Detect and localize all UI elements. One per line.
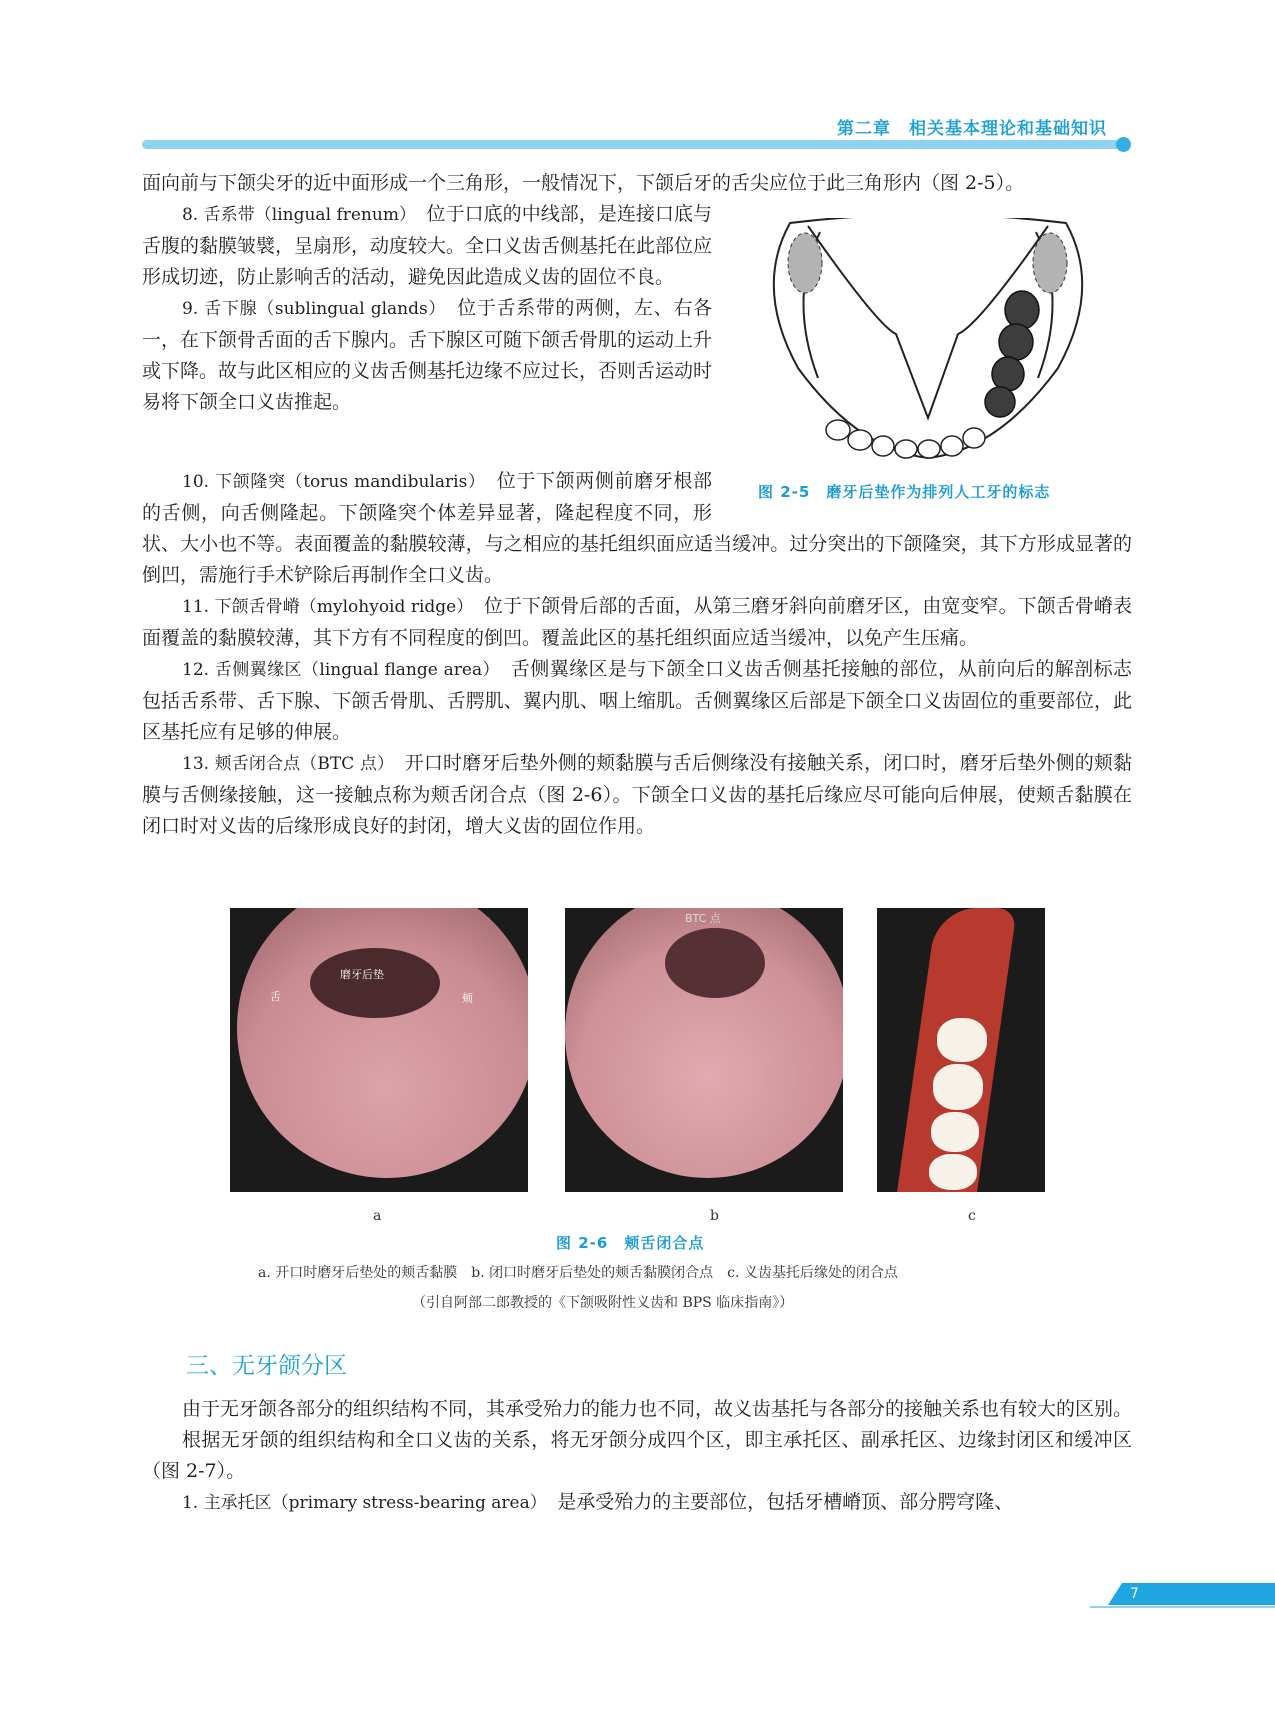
page-number: 7 bbox=[1130, 1586, 1139, 1602]
denture-tooth-2 bbox=[933, 1064, 983, 1110]
paragraph-9-body: 位于舌系带的两侧，左、右各一，在下颌骨舌面的舌下腺内。舌下腺区可随下颌舌骨肌的运动上升或下降。故与此区相应的义齿舌侧基托边缘不应过长，否则舌运动时易将下颌全口义齿推起。 bbox=[142, 297, 713, 413]
paragraph-13 bbox=[142, 748, 1132, 842]
header-rule-dot bbox=[1116, 137, 1131, 152]
term-btc-point: 13. 颊舌闭合点（BTC 点） bbox=[182, 754, 386, 774]
subfigure-label-c: c bbox=[968, 1208, 976, 1224]
section-3-paragraph-3 bbox=[142, 1487, 1132, 1519]
paragraph-10-body: 位于下颌两侧前磨牙根部的舌侧，向舌侧隆起。下颌隆突个体差异显著，隆起程度不同，形状、大小也不等。表面覆盖的黏膜较薄，与之相应的基托组织面应适当缓冲。过分突出的下颌隆突，其下方形成显著的倒凹，需施行手术铲除后再制作全口义齿。 bbox=[142, 470, 1132, 586]
term-sublingual-glands: 9. 舌下腺（sublingual glands） bbox=[182, 299, 438, 319]
shadow-area-a bbox=[310, 948, 440, 1018]
figure-2-6-caption: 图 2-6 颊舌闭合点 bbox=[556, 1234, 705, 1252]
footer-rule bbox=[1090, 1606, 1275, 1608]
term-lingual-flange-area: 12. 舌侧翼缘区（lingual flange area） bbox=[182, 660, 492, 680]
shadow-area-b bbox=[665, 928, 765, 998]
retromolar-pad-right bbox=[1033, 233, 1067, 293]
photo-b-label-btc: BTC 点 bbox=[685, 912, 721, 925]
subfigure-label-a: a bbox=[373, 1208, 382, 1224]
retromolar-pad-left bbox=[788, 233, 822, 293]
anterior-teeth bbox=[826, 420, 985, 458]
section-3-text bbox=[142, 1394, 1132, 1519]
term-lingual-frenum: 8. 舌系带（lingual frenum） bbox=[182, 205, 408, 225]
term-torus-mandibularis: 10. 下颌隆突（torus mandibularis） bbox=[182, 472, 478, 492]
subfigure-label-b: b bbox=[710, 1208, 719, 1224]
figure-2-6a-photo bbox=[230, 908, 528, 1192]
intro-paragraph: 面向前与下颌尖牙的近中面形成一个三角形，一般情况下，下颌后牙的舌尖应位于此三角形内（图 2-5）。 bbox=[142, 172, 1025, 194]
figure-2-6-caption-detail: a. 开口时磨牙后垫处的颊舌黏膜 b. 闭口时磨牙后垫处的颊舌黏膜闭合点 c. 义齿基托后缘处的闭合点 bbox=[258, 1265, 898, 1281]
paragraph-10-block bbox=[142, 466, 1132, 842]
section-3-paragraph-1: 由于无牙颌各部分的组织结构不同，其承受殆力的能力也不同，故义齿基托与各部分的接触关系也有较大的区别。 bbox=[182, 1398, 1133, 1420]
figure-2-5-caption: 图 2-5 磨牙后垫作为排列人工牙的标志 bbox=[758, 483, 1051, 501]
paragraph-9 bbox=[142, 293, 712, 418]
figure-2-6-caption-source: （引自阿部二郎教授的《下颌吸附性义齿和 BPS 临床指南》） bbox=[412, 1295, 794, 1311]
paragraph-8 bbox=[142, 199, 712, 293]
intro-text-block bbox=[142, 168, 1132, 199]
paragraph-13-body: 开口时磨牙后垫外侧的颊黏膜与舌后侧缘没有接触关系，闭口时，磨牙后垫外侧的颊黏膜与舌侧缘接触，这一接触点称为颊舌闭合点（图 2-6）。下颌全口义齿的基托后缘应尽可能向后伸展，使颊舌黏膜在闭口时对义齿的后缘形成良好的封闭，增大义齿的固位作用。 bbox=[142, 752, 1132, 837]
paragraph-11-body: 位于下颌骨后部的舌面，从第三磨牙斜向前磨牙区，由宽变窄。下颌舌骨嵴表面覆盖的黏膜较薄，其下方有不同程度的倒凹。覆盖此区的基托组织面应适当缓冲，以免产生压痛。 bbox=[142, 595, 1132, 649]
section-3-paragraph-3-body: 是承受殆力的主要部位，包括牙槽嵴顶、部分腭穹隆、 bbox=[538, 1491, 1014, 1513]
figure-2-6b-photo bbox=[565, 908, 843, 1192]
section-heading: 三、无牙颌分区 bbox=[186, 1353, 347, 1379]
denture-tooth-3 bbox=[931, 1112, 979, 1152]
photo-a-label-retromolar-pad: 磨牙后垫 bbox=[340, 968, 384, 981]
figure-2-5-mandible-drawing bbox=[758, 218, 1098, 463]
term-primary-stress-bearing-area: 1. 主承托区（primary stress-bearing area） bbox=[182, 1493, 539, 1513]
paragraph-8-body: 位于口底的中线部，是连接口底与舌腹的黏膜皱襞，呈扇形，动度较大。全口义齿舌侧基托在此部位应形成切迹，防止影响舌的活动，避免因此造成义齿的固位不良。 bbox=[142, 203, 713, 288]
denture-tooth-1 bbox=[937, 1018, 987, 1062]
photo-a-label-cheek: 颊 bbox=[462, 992, 473, 1005]
photo-a-label-tongue: 舌 bbox=[270, 990, 281, 1003]
paragraph-11 bbox=[142, 591, 1132, 654]
figure-2-6c-photo bbox=[877, 908, 1045, 1192]
section-3-paragraph-2: 根据无牙颌的组织结构和全口义齿的关系，将无牙颌分成四个区，即主承托区、副承托区、边缘封闭区和缓冲区（图 2-7）。 bbox=[142, 1429, 1132, 1482]
narrow-column bbox=[142, 199, 712, 418]
term-mylohyoid-ridge: 11. 下颌舌骨嵴（mylohyoid ridge） bbox=[182, 597, 465, 617]
denture-tooth-4 bbox=[929, 1154, 977, 1190]
header-rule bbox=[142, 140, 1122, 149]
molar-row bbox=[985, 291, 1039, 417]
paragraph-12-body: 舌侧翼缘区是与下颌全口义齿舌侧基托接触的部位，从前向后的解剖标志包括舌系带、舌下腺、下颌舌骨肌、舌腭肌、翼内肌、咽上缩肌。舌侧翼缘区后部是下颌全口义齿固位的重要部位，此区基托应有足够的伸展。 bbox=[142, 658, 1132, 743]
chapter-header-title: 第二章 相关基本理论和基础知识 bbox=[837, 119, 1107, 139]
paragraph-12 bbox=[142, 654, 1132, 748]
